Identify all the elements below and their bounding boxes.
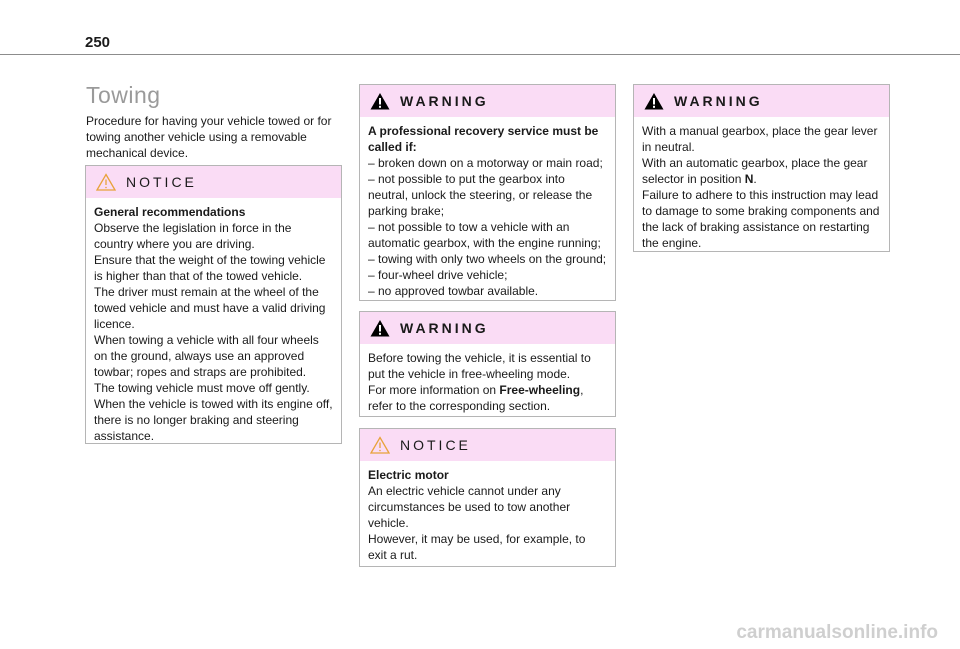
warning-freewheel-line: Before towing the vehicle, it is essential to put the vehicle in free-wheeling mode. (368, 351, 591, 381)
warning-recovery-box (359, 84, 616, 301)
notice-electric-header (360, 429, 615, 461)
notice-general-line: Observe the legislation in force in the country where you are driving. (94, 221, 292, 251)
text-fragment: , refer to the corresponding section. (368, 383, 584, 413)
warning-label: WARNING (400, 93, 489, 109)
warning-freewheel-box (359, 311, 616, 417)
header-divider (0, 54, 960, 55)
warning-recovery-item: – broken down on a motorway or main road; (368, 156, 603, 170)
free-wheeling-reference: Free-wheeling (499, 383, 581, 397)
warning-freewheel-line (368, 382, 607, 414)
warning-gearbox-line (642, 155, 881, 187)
warning-triangle-icon (370, 319, 390, 337)
warning-triangle-icon (644, 92, 664, 110)
warning-recovery-item: – towing with only two wheels on the ground; (368, 252, 607, 266)
watermark: carmanualsonline.info (736, 622, 938, 643)
notice-general-line: When the vehicle is towed with its engine off, there is no longer braking and steering assistance. (94, 397, 333, 443)
notice-general-line: Ensure that the weight of the towing vehicle is higher than that of the towed vehicle. (94, 253, 326, 283)
notice-general-line: The towing vehicle must move off gently. (94, 381, 310, 395)
caution-outline-icon (96, 173, 116, 191)
warning-recovery-item: – not possible to tow a vehicle with an automatic gearbox, with the engine running; (368, 220, 601, 250)
notice-general-box (85, 165, 342, 444)
warning-gearbox-header (634, 85, 889, 117)
section-title: Towing (86, 82, 161, 108)
notice-general-line: The driver must remain at the wheel of the towed vehicle and must have a valid driving licence. (94, 285, 326, 331)
warning-recovery-header (360, 85, 615, 117)
warning-label: WARNING (674, 93, 763, 109)
text-fragment: . (753, 172, 757, 186)
warning-label: WARNING (400, 320, 489, 336)
gear-position-n: N (744, 172, 754, 186)
warning-triangle-icon (370, 92, 390, 110)
caution-outline-icon (370, 436, 390, 454)
warning-gearbox-box (633, 84, 890, 252)
notice-electric-box (359, 428, 616, 567)
notice-electric-heading: Electric motor (368, 468, 449, 482)
notice-label: NOTICE (126, 174, 197, 190)
page-number: 250 (85, 34, 111, 51)
warning-freewheel-header (360, 312, 615, 344)
notice-general-line: When towing a vehicle with all four wheels on the ground, always use an approved towbar; ropes and straps are prohibited. (94, 333, 319, 379)
notice-general-body (86, 198, 341, 452)
notice-general-header (86, 166, 341, 198)
warning-gearbox-body (634, 117, 889, 259)
notice-label: NOTICE (400, 437, 471, 453)
warning-recovery-item: – no approved towbar available. (368, 284, 539, 298)
warning-freewheel-body (360, 344, 615, 422)
notice-electric-line: An electric vehicle cannot under any circumstances be used to tow another vehicle. (368, 484, 571, 530)
warning-recovery-heading: A professional recovery service must be called if: (368, 124, 599, 154)
warning-recovery-item: – four-wheel drive vehicle; (368, 268, 508, 282)
notice-electric-line: However, it may be used, for example, to exit a rut. (368, 532, 586, 562)
text-fragment: With an automatic gearbox, place the gear selector in position (642, 156, 868, 186)
text-fragment: For more information on (368, 383, 500, 397)
notice-electric-body (360, 461, 615, 571)
warning-gearbox-line: Failure to adhere to this instruction may lead to damage to some braking components and the lack of braking assistance on restarting the engine. (642, 188, 880, 250)
intro-text: Procedure for having your vehicle towed or for towing another vehicle using a removable mechanical device. (86, 114, 332, 160)
warning-recovery-body (360, 117, 615, 307)
warning-gearbox-line: With a manual gearbox, place the gear lever in neutral. (642, 124, 878, 154)
notice-general-heading: General recommendations (94, 205, 246, 219)
warning-recovery-item: – not possible to put the gearbox into neutral, unlock the steering, or release the parking brake; (368, 172, 593, 218)
